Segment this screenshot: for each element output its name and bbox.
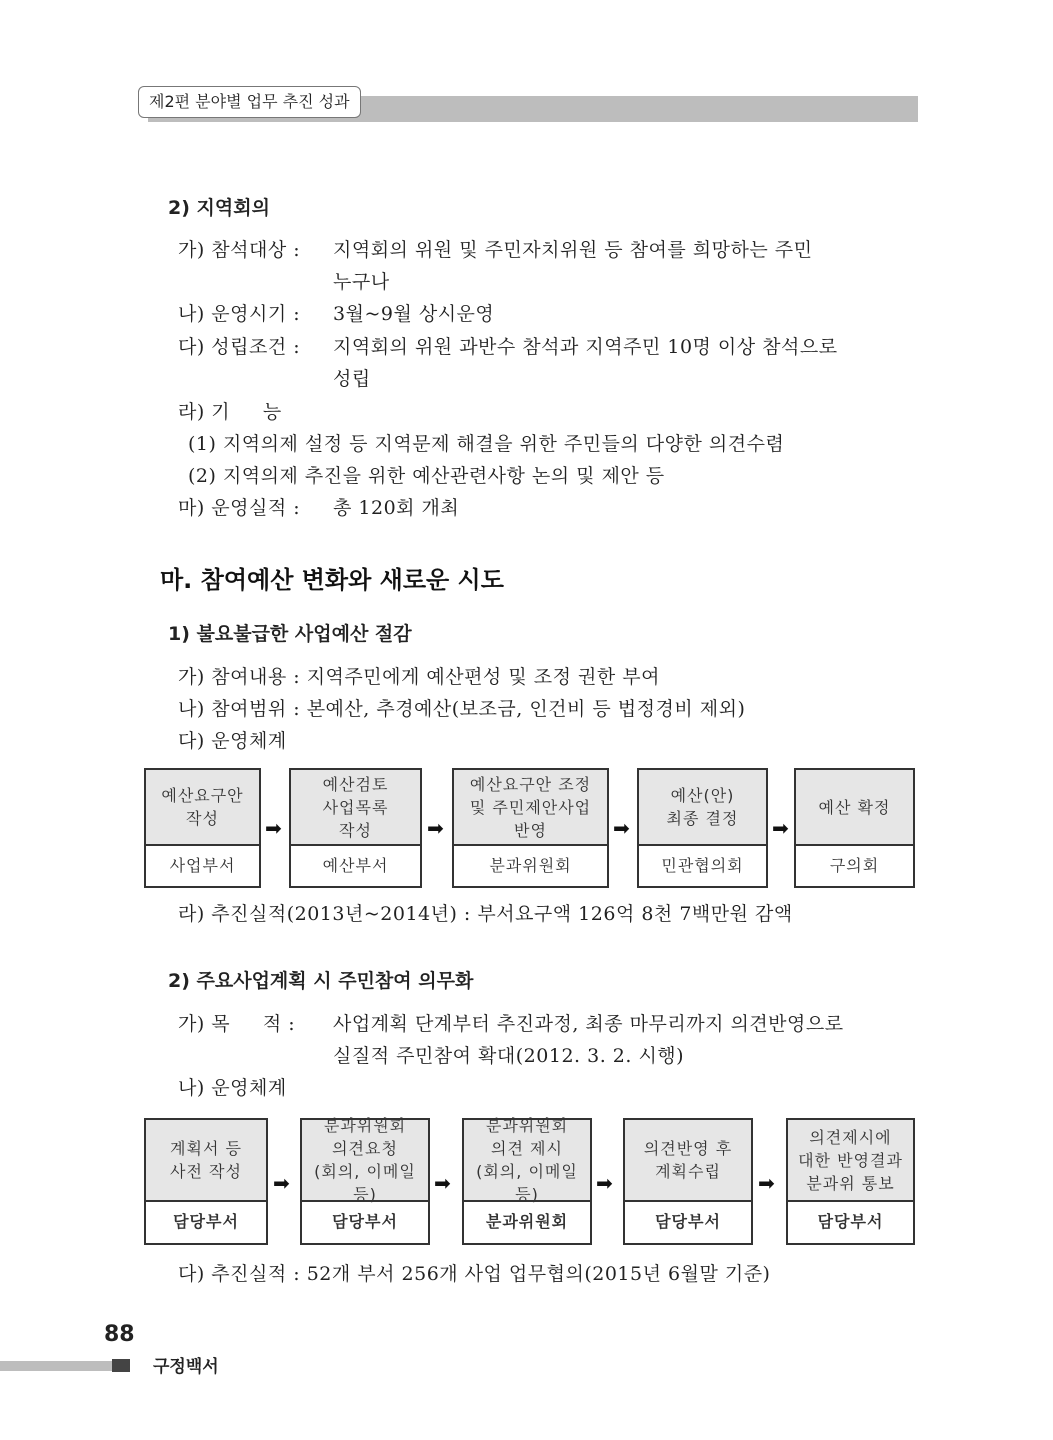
- section-title: 2) 주요사업계획 시 주민참여 의무화: [168, 970, 474, 992]
- item-label: 가) 참석대상 :: [178, 239, 301, 261]
- flow-owner: 분과위원회: [485, 1212, 569, 1231]
- item-text: 3월~9월 상시운영: [333, 303, 495, 325]
- item-label: 가) 목 적 :: [178, 1013, 296, 1035]
- item-label: 마) 운영실적 :: [178, 497, 301, 519]
- page-number: 88: [104, 1322, 135, 1347]
- arrow-icon: ➡: [758, 1171, 775, 1195]
- flow-owner: 사업부서: [169, 855, 236, 875]
- arrow-icon: ➡: [273, 1171, 290, 1195]
- flow-box: [289, 768, 422, 888]
- item-text-cont: 성립: [333, 368, 371, 390]
- flow-box: [462, 1118, 592, 1245]
- item-text-cont: 누구나: [333, 271, 390, 293]
- flow-box: [452, 768, 609, 888]
- flow-box: [300, 1118, 430, 1245]
- flow-box: [144, 1118, 268, 1245]
- flow-step: 분과위원회 의견요청 (회의, 이메일 등): [302, 1120, 428, 1202]
- arrow-icon: ➡: [596, 1171, 613, 1195]
- flow-step: 분과위원회 의견 제시 (회의, 이메일 등): [464, 1120, 590, 1202]
- arrow-icon: ➡: [427, 816, 444, 840]
- item-line: 나) 참여범위 : 본예산, 추경예산(보조금, 인건비 등 법정경비 제외): [178, 698, 746, 720]
- item-line: 가) 참여내용 : 지역주민에게 예산편성 및 조정 권한 부여: [178, 666, 660, 688]
- section-title: 1) 불요불급한 사업예산 절감: [168, 623, 412, 645]
- arrow-icon: ➡: [772, 816, 789, 840]
- flow-owner: 예산부서: [322, 855, 389, 875]
- flow-owner: 민관협의회: [661, 855, 744, 875]
- footer-title: 구정백서: [153, 1357, 219, 1377]
- flow-box: [637, 768, 768, 888]
- section-title: 2) 지역회의: [168, 197, 270, 219]
- flow-owner: 담당부서: [332, 1212, 398, 1231]
- flow-step: 예산(안) 최종 결정: [639, 770, 766, 846]
- item-text: 사업계획 단계부터 추진과정, 최종 마무리까지 의견반영으로: [333, 1013, 844, 1035]
- item-text: 지역회의 위원 및 주민자치위원 등 참여를 희망하는 주민: [333, 239, 813, 261]
- arrow-icon: ➡: [613, 816, 630, 840]
- flow-owner: 담당부서: [173, 1212, 239, 1231]
- flow-step: 예산요구안 작성: [146, 770, 259, 846]
- flow-step: 계획서 등 사전 작성: [146, 1120, 266, 1202]
- footer-bar: [0, 1361, 112, 1371]
- sub-item: (2) 지역의제 추진을 위한 예산관련사항 논의 및 제안 등: [188, 465, 665, 487]
- item-line: 라) 추진실적(2013년~2014년) : 부서요구액 126억 8천 7백만원 감액: [178, 903, 793, 925]
- item-text: 지역회의 위원 과반수 참석과 지역주민 10명 이상 참석으로: [333, 336, 838, 358]
- item-line: 다) 추진실적 : 52개 부서 256개 사업 업무협의(2015년 6월말 기준): [178, 1263, 771, 1285]
- flow-step: 예산검토 사업목록 작성: [291, 770, 420, 846]
- flow-box: [144, 768, 261, 888]
- arrow-icon: ➡: [265, 816, 282, 840]
- flow-owner: 구의회: [829, 855, 880, 875]
- header-tab: 제2편 분야별 업무 추진 성과: [138, 86, 361, 118]
- flow-owner: 담당부서: [817, 1212, 884, 1231]
- item-text-cont: 실질적 주민참여 확대(2012. 3. 2. 시행): [333, 1045, 685, 1067]
- item-label: 다) 성립조건 :: [178, 336, 301, 358]
- flow-box: [794, 768, 915, 888]
- flow-owner: 담당부서: [655, 1212, 721, 1231]
- flow-step: 예산요구안 조정 및 주민제안사업 반영: [454, 770, 607, 846]
- item-line: 나) 운영체계: [178, 1077, 287, 1099]
- item-label: 라) 기 능: [178, 401, 282, 423]
- flow-owner: 분과위원회: [489, 855, 572, 875]
- sub-item: (1) 지역의제 설정 등 지역문제 해결을 위한 주민들의 다양한 의견수렴: [188, 433, 785, 455]
- item-line: 다) 운영체계: [178, 730, 287, 752]
- main-heading: 마. 참여예산 변화와 새로운 시도: [160, 566, 504, 594]
- arrow-icon: ➡: [434, 1171, 451, 1195]
- flow-step: 예산 확정: [796, 770, 913, 846]
- flow-box: [623, 1118, 753, 1245]
- item-text: 총 120회 개최: [333, 497, 460, 519]
- flow-box: [786, 1118, 915, 1245]
- flow-step: 의견제시에 대한 반영결과 분과위 통보: [788, 1120, 913, 1202]
- footer-square: [112, 1359, 130, 1372]
- item-label: 나) 운영시기 :: [178, 303, 301, 325]
- flow-step: 의견반영 후 계획수립: [625, 1120, 751, 1202]
